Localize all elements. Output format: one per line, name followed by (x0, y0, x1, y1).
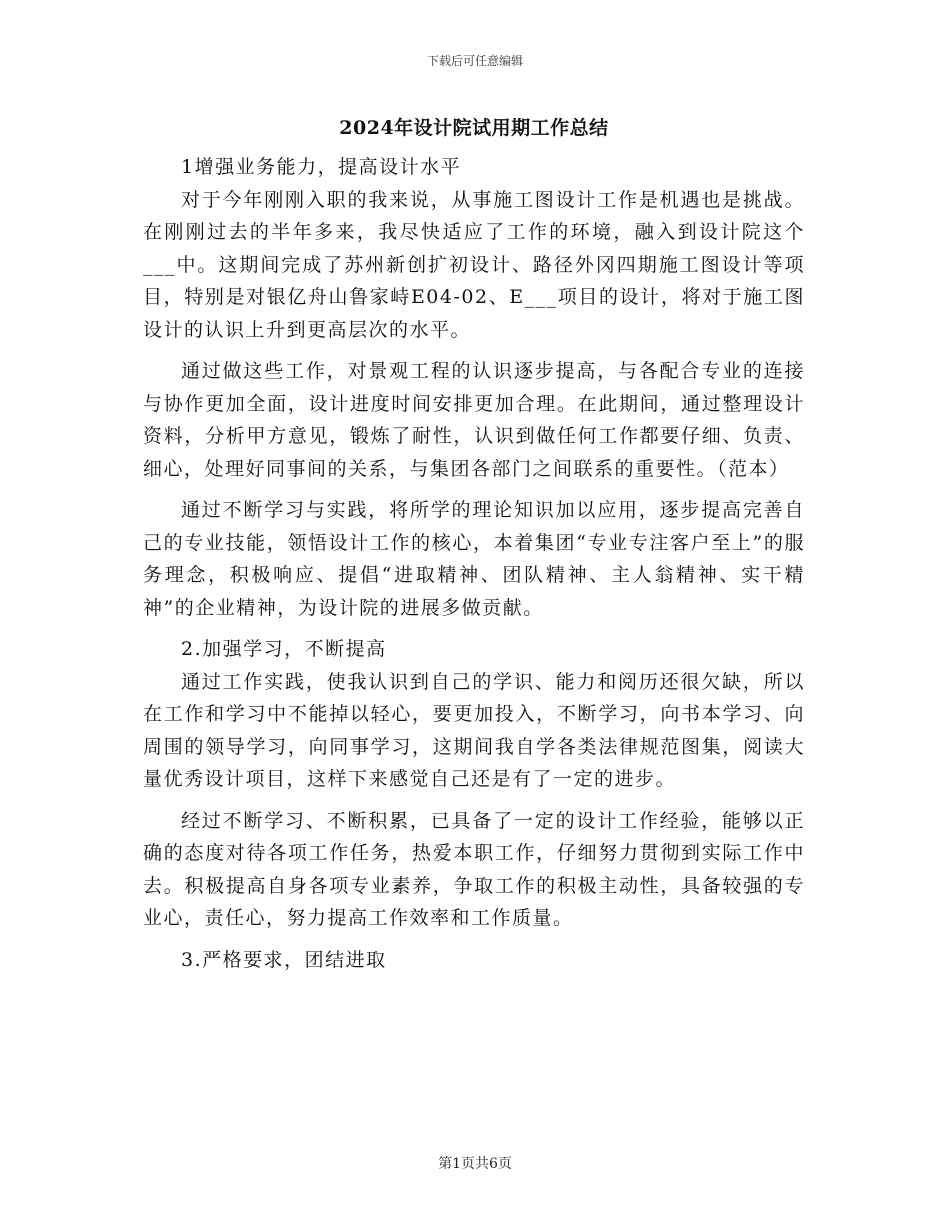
section-heading-2: 2.加强学习，不断提高 (181, 638, 387, 660)
paragraph-5: 经过不断学习、不断积累，已具备了一定的设计工作经验，能够以正确的态度对待各项工作任务，热爱本职工作，仔细努力贯彻到实际工作中去。积极提高自身各项专业素养，争取工作的积极主动性，具备较强的专业心，责任心，努力提高工作效率和工作质量。 (143, 809, 805, 929)
document-title: 2024年设计院试用期工作总结 (339, 117, 609, 139)
section-heading-1: 1增强业务能力，提高设计水平 (181, 156, 462, 178)
page-header-note: 下载后可任意编辑 (426, 54, 523, 68)
paragraph-4: 通过工作实践，使我认识到自己的学识、能力和阅历还很欠缺，所以在工作和学习中不能掉以轻心，要更加投入，不断学习，向书本学习、向周围的领导学习，向同事学习，这期间我自学各类法律规范图集，阅读大量优秀设计项目，这样下来感觉自己还是有了一定的进步。 (143, 670, 805, 790)
paragraph-3: 通过不断学习与实践，将所学的理论知识加以应用，逐步提高完善自己的专业技能，领悟设计工作的核心，本着集团“专业专注客户至上”的服务理念，积极响应、提倡“进取精神、团队精神、主人翁精神、实干精神”的企业精神，为设计院的进展多做贡献。 (143, 499, 805, 619)
paragraph-2: 通过做这些工作，对景观工程的认识逐步提高，与各配合专业的连接与协作更加全面，设计进度时间安排更加合理。在此期间，通过整理设计资料，分析甲方意见，锻炼了耐性，认识到做任何工作都要仔细、负责、细心，处理好同事间的关系，与集团各部门之间联系的重要性。（范本） (143, 360, 805, 480)
document-body (143, 113, 805, 976)
page-number-footer: 第1页共6页 (438, 1156, 512, 1172)
paragraph-1: 对于今年刚刚入职的我来说，从事施工图设计工作是机遇也是挑战。在刚刚过去的半年多来，我尽快适应了工作的环境，融入到设计院这个___中。这期间完成了苏州新创扩初设计、路径外冈四期施工图设计等项目，特别是对银亿舟山鲁家峙E04-02、E___项目的设计，将对于施工图设计的认识上升到更高层次的水平。 (143, 188, 805, 341)
section-heading-3: 3.严格要求，团结进取 (181, 948, 387, 971)
